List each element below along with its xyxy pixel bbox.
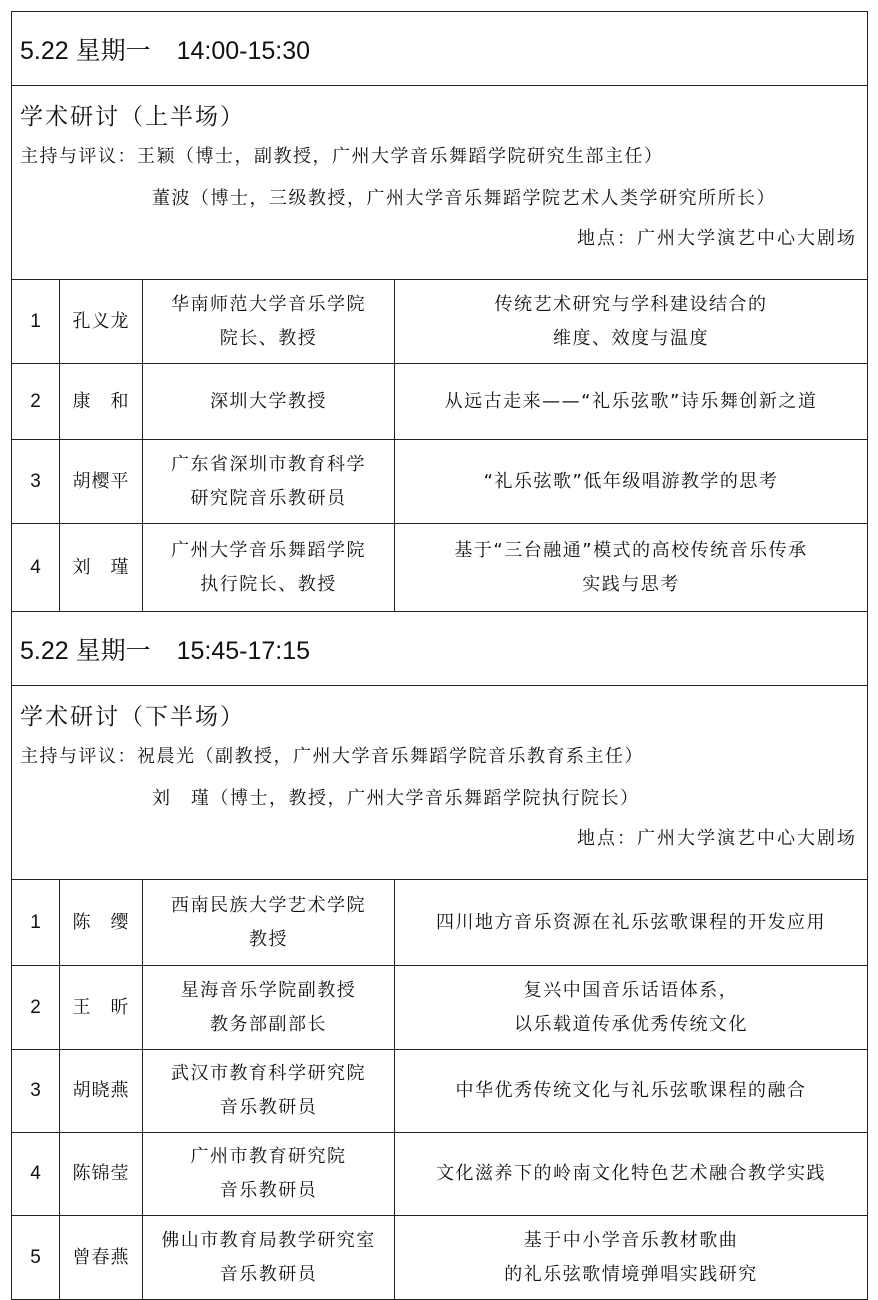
speaker-name: 孔义龙 <box>60 280 143 364</box>
affiliation-line: 深圳大学教授 <box>210 390 327 412</box>
affiliation-line: 执行院长、教授 <box>200 573 337 595</box>
affiliation-line: 教务部副部长 <box>210 1013 327 1035</box>
host-name: 刘 瑾（博士，教授，广州大学音乐舞蹈学院执行院长） <box>152 788 640 809</box>
session-info-cell <box>12 686 868 880</box>
session-time: 14:00-15:30 <box>176 36 311 65</box>
affiliation-line: 音乐教研员 <box>219 1263 318 1285</box>
speaker-row <box>12 966 868 1050</box>
speaker-topic <box>395 364 868 440</box>
speaker-name: 康 和 <box>60 364 143 440</box>
session-header <box>12 612 868 686</box>
speaker-topic <box>395 1133 868 1216</box>
speaker-affiliation <box>143 280 395 364</box>
session-date: 5.22 星期一 <box>20 636 151 665</box>
speaker-affiliation <box>143 1133 395 1216</box>
topic-line: 实践与思考 <box>582 573 680 595</box>
speaker-number: 4 <box>12 524 60 612</box>
session-location: 地点：广州大学演艺中心大剧场 <box>577 228 857 249</box>
speaker-number: 2 <box>12 364 60 440</box>
speaker-topic <box>395 966 868 1050</box>
host-name: 王颖（博士，副教授，广州大学音乐舞蹈学院研究生部主任） <box>137 146 664 167</box>
session-info <box>12 86 868 280</box>
speaker-number: 3 <box>12 440 60 524</box>
affiliation-line: 研究院音乐教研员 <box>190 487 347 509</box>
speaker-row <box>12 1216 868 1300</box>
speaker-row <box>12 364 868 440</box>
session-datetime <box>12 12 868 86</box>
topic-line: 复兴中国音乐话语体系， <box>523 979 739 1001</box>
speaker-affiliation <box>143 880 395 966</box>
session-date: 5.22 星期一 <box>20 36 151 65</box>
affiliation-line: 音乐教研员 <box>219 1097 318 1118</box>
speaker-affiliation <box>143 524 395 612</box>
speaker-topic <box>395 880 868 966</box>
speaker-row <box>12 280 868 364</box>
session-datetime <box>12 612 868 686</box>
speaker-row <box>12 1133 868 1216</box>
host-row <box>20 136 859 178</box>
topic-line: 以乐载道传承优秀传统文化 <box>514 1013 748 1035</box>
host-row <box>20 178 859 220</box>
speaker-affiliation <box>143 966 395 1050</box>
affiliation-line: 佛山市教育局教学研究室 <box>161 1229 376 1251</box>
speaker-topic <box>395 1050 868 1133</box>
affiliation-line: 教授 <box>249 928 288 950</box>
speaker-name: 陈 缨 <box>60 880 143 966</box>
affiliation-line: 星海音乐学院副教授 <box>180 979 357 1001</box>
topic-line: 文化滋养下的岭南文化特色艺术融合教学实践 <box>436 1163 826 1184</box>
speaker-affiliation <box>143 1216 395 1300</box>
speaker-number: 4 <box>12 1133 60 1216</box>
schedule-table <box>11 11 868 1300</box>
affiliation-line: 广州大学音乐舞蹈学院 <box>171 539 366 561</box>
topic-line: 维度、效度与温度 <box>553 327 709 349</box>
affiliation-line: 广东省深圳市教育科学 <box>171 453 366 475</box>
host-name: 祝晨光（副教授，广州大学音乐舞蹈学院音乐教育系主任） <box>137 746 644 767</box>
speaker-number: 5 <box>12 1216 60 1300</box>
affiliation-line: 华南师范大学音乐学院 <box>171 293 366 315</box>
affiliation-line: 广州市教育研究院 <box>190 1146 347 1167</box>
session-title: 学术研讨（下半场） <box>20 704 245 730</box>
speaker-name: 王 昕 <box>60 966 143 1050</box>
speaker-topic <box>395 1216 868 1300</box>
affiliation-line: 武汉市教育科学研究院 <box>171 1063 366 1084</box>
session-header <box>12 12 868 86</box>
speaker-row <box>12 1050 868 1133</box>
speaker-affiliation <box>143 364 395 440</box>
speaker-affiliation <box>143 1050 395 1133</box>
speaker-number: 1 <box>12 880 60 966</box>
host-label: 主持与评议： <box>20 146 137 167</box>
speaker-topic <box>395 524 868 612</box>
speaker-name: 陈锦莹 <box>60 1133 143 1216</box>
speaker-number: 2 <box>12 966 60 1050</box>
speaker-topic <box>395 280 868 364</box>
host-row <box>20 736 859 778</box>
speaker-number: 3 <box>12 1050 60 1133</box>
topic-line: 四川地方音乐资源在礼乐弦歌课程的开发应用 <box>436 911 826 933</box>
speaker-row <box>12 524 868 612</box>
topic-line: 中华优秀传统文化与礼乐弦歌课程的融合 <box>455 1080 807 1101</box>
speaker-name: 胡樱平 <box>60 440 143 524</box>
topic-line: 基于中小学音乐教材歌曲 <box>523 1229 739 1251</box>
affiliation-line: 院长、教授 <box>219 327 318 349</box>
topic-line: 传统艺术研究与学科建设结合的 <box>494 293 768 315</box>
topic-line: “礼乐弦歌”低年级唱游教学的思考 <box>483 470 779 492</box>
host-label: 主持与评议： <box>20 746 137 767</box>
speaker-name: 胡晓燕 <box>60 1050 143 1133</box>
session-location: 地点：广州大学演艺中心大剧场 <box>577 828 857 849</box>
session-title: 学术研讨（上半场） <box>20 104 245 130</box>
speaker-number: 1 <box>12 280 60 364</box>
speaker-row <box>12 880 868 966</box>
session-info <box>12 686 868 880</box>
speaker-affiliation <box>143 440 395 524</box>
topic-line: 从远古走来——“礼乐弦歌”诗乐舞创新之道 <box>444 390 818 412</box>
topic-line: 的礼乐弦歌情境弹唱实践研究 <box>504 1263 758 1285</box>
speaker-topic <box>395 440 868 524</box>
speaker-row <box>12 440 868 524</box>
topic-line: 基于“三台融通”模式的高校传统音乐传承 <box>454 539 808 561</box>
affiliation-line: 音乐教研员 <box>219 1180 318 1201</box>
host-row <box>20 778 859 820</box>
speaker-name: 曾春燕 <box>60 1216 143 1300</box>
affiliation-line: 西南民族大学艺术学院 <box>171 894 366 916</box>
speaker-name: 刘 瑾 <box>60 524 143 612</box>
host-name: 董波（博士，三级教授，广州大学音乐舞蹈学院艺术人类学研究所所长） <box>152 188 776 209</box>
session-info-cell <box>12 86 868 280</box>
session-time: 15:45-17:15 <box>176 636 311 665</box>
